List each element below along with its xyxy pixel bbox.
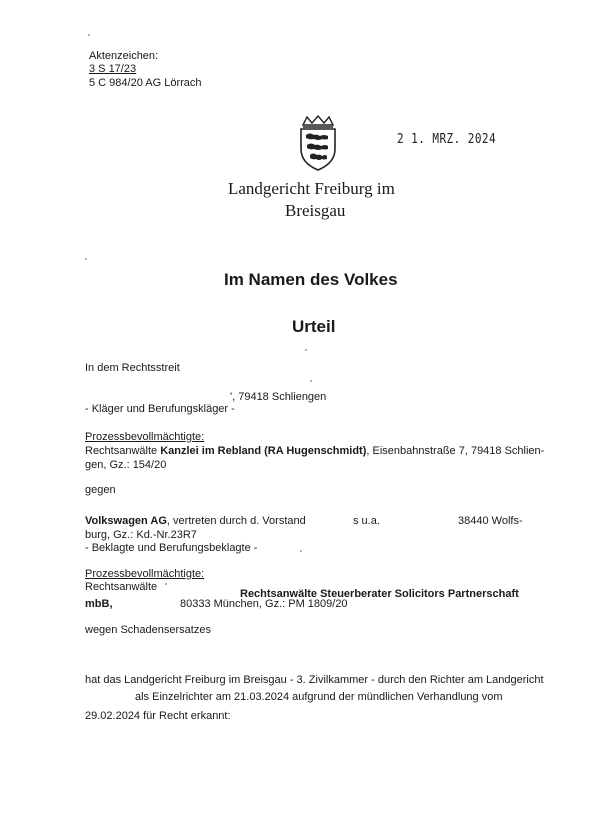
scan-speck <box>310 380 312 382</box>
case-number-lower-court: 5 C 984/20 AG Lörrach <box>89 77 202 89</box>
defendant-counsel-prefix: Rechtsanwälte <box>85 581 158 593</box>
defendant-line1-mid: s u.a. <box>353 515 380 527</box>
defendant-counsel-firm: Rechtsanwälte Steuerberater Solicitors Partnerschaft <box>240 588 519 600</box>
defendant-role: - Beklagte und Berufungsbeklagte - <box>85 542 258 554</box>
defendant-counsel-address: 80333 München, Gz.: PM 1809/20 <box>180 598 348 610</box>
plaintiff-counsel-prefix: Rechtsanwälte <box>85 445 161 457</box>
plaintiff-role: - Kläger und Berufungskläger - <box>85 403 235 415</box>
scan-speck <box>85 258 87 260</box>
defendant-name: Volkswagen AG <box>85 515 167 527</box>
case-number-appeal: 3 S 17/23 <box>89 63 137 75</box>
coat-of-arms-icon <box>295 115 341 171</box>
court-name-line1: Landgericht Freiburg im <box>228 179 395 198</box>
subject-text: wegen Schadensersatzes <box>85 624 211 636</box>
closing-line3: 29.02.2024 für Recht erkannt: <box>85 710 231 722</box>
plaintiff-counsel-firm: Kanzlei im Rebland (RA Hugenschmidt) <box>160 445 367 457</box>
received-stamp-date: 2 1. MRZ. 2024 <box>397 132 497 147</box>
defendant-line1-end: 38440 Wolfs- <box>458 515 523 527</box>
closing-line1: hat das Landgericht Freiburg im Breisgau - 3. Zivilkammer - durch den Richter am Landgericht <box>85 674 544 686</box>
page-heading: Im Namen des Volkes <box>224 270 398 289</box>
document-title: Urteil <box>292 317 336 336</box>
scan-speck <box>165 583 167 585</box>
court-name-line2: Breisgau <box>285 201 346 220</box>
plaintiff-address: ', 79418 Schliengen <box>230 391 327 403</box>
scan-speck <box>300 550 302 552</box>
defendant-line2: burg, Gz.: Kd.-Nr.23R7 <box>85 529 197 541</box>
defendant-counsel-mbb: mbB, <box>85 598 113 610</box>
plaintiff-counsel-label: Prozessbevollmächtigte: <box>85 431 205 443</box>
gegen-text: gegen <box>85 484 116 496</box>
intro-text: In dem Rechtsstreit <box>85 362 180 374</box>
plaintiff-counsel-line1 <box>85 444 544 458</box>
closing-line2: als Einzelrichter am 21.03.2024 aufgrund der mündlichen Verhandlung vom <box>135 691 503 703</box>
plaintiff-counsel-line2: gen, Gz.: 154/20 <box>85 459 167 471</box>
aktenzeichen-label: Aktenzeichen: <box>89 50 159 62</box>
scan-speck <box>305 349 307 351</box>
defendant-line1 <box>85 514 306 528</box>
defendant-counsel-label: Prozessbevollmächtigte: <box>85 568 205 580</box>
scan-speck <box>88 34 90 36</box>
defendant-representation: , vertreten durch d. Vorstand <box>166 515 306 527</box>
plaintiff-counsel-address: , Eisenbahnstraße 7, 79418 Schlien- <box>366 445 545 457</box>
